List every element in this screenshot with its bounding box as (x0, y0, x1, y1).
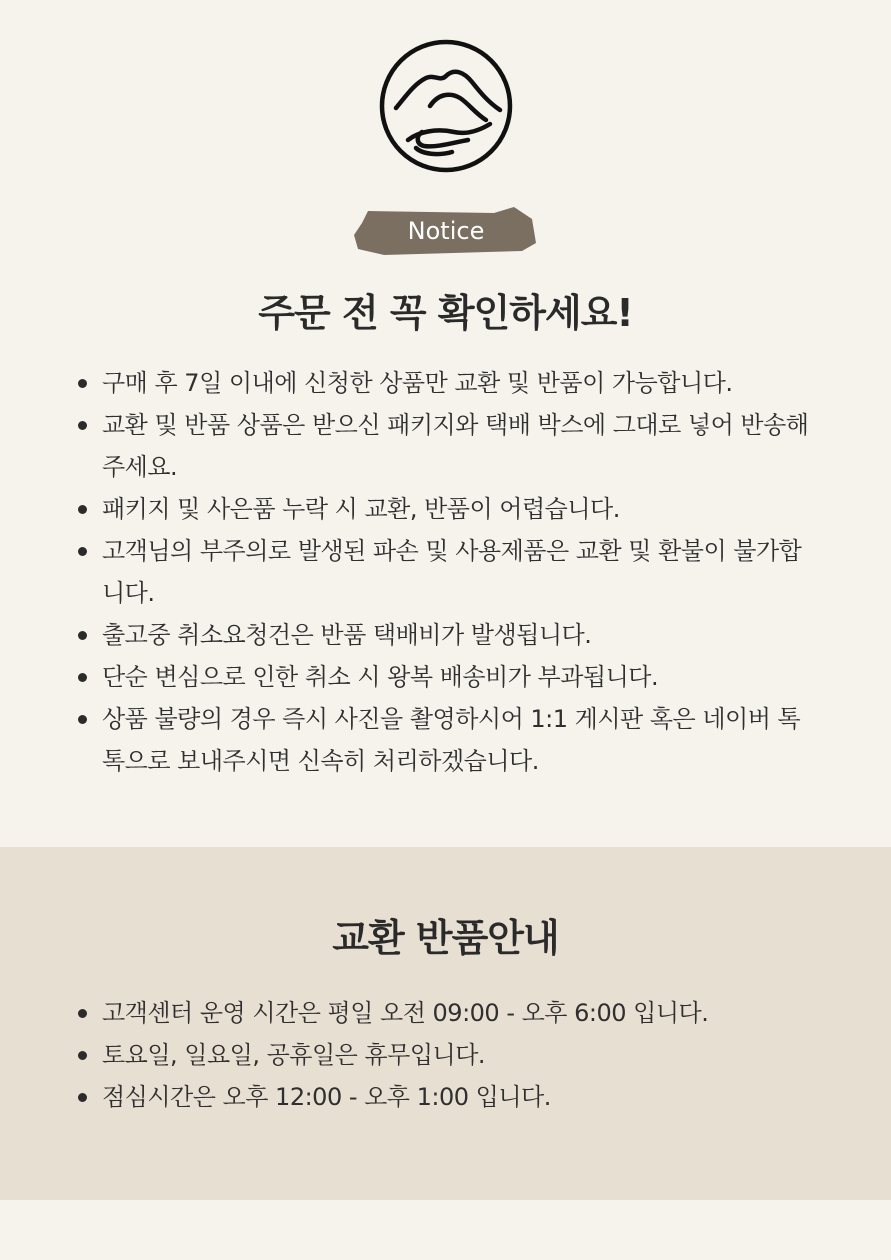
section2-title: 교환 반품안내 (332, 916, 559, 960)
list-item (76, 362, 816, 404)
list-item (76, 698, 816, 782)
notice-label: Notice (407, 217, 485, 245)
bullet-icon (78, 421, 87, 430)
list-item-text: 구매 후 7일 이내에 신청한 상품만 교환 및 반품이 가능합니다. (102, 369, 733, 397)
list-item (76, 404, 816, 488)
bullet-icon (78, 715, 87, 724)
bullet-icon (78, 673, 87, 682)
list-item-text: 토요일, 일요일, 공휴일은 휴무입니다. (102, 1041, 486, 1069)
list-item-text: 단순 변심으로 인한 취소 시 왕복 배송비가 부과됩니다. (102, 663, 659, 691)
list-item-text: 점심시간은 오후 12:00 - 오후 1:00 입니다. (102, 1083, 551, 1111)
section1-list (76, 362, 816, 782)
list-item-text: 패키지 및 사은품 누락 시 교환, 반품이 어렵습니다. (102, 495, 620, 523)
bullet-icon (78, 547, 87, 556)
bullet-icon (78, 505, 87, 514)
list-item-text: 교환 및 반품 상품은 받으신 패키지와 택배 박스에 그대로 넣어 반송해주세요. (102, 411, 809, 481)
list-item-text: 상품 불량의 경우 즉시 사진을 촬영하시어 1:1 게시판 혹은 네이버 톡톡으로 보내주시면 신속히 처리하겠습니다. (102, 705, 801, 775)
list-item (76, 530, 816, 614)
list-item (76, 614, 816, 656)
section1-title: 주문 전 꼭 확인하세요! (258, 291, 633, 335)
list-item (76, 1076, 816, 1118)
list-item-text: 출고중 취소요청건은 반품 택배비가 발생됩니다. (102, 621, 592, 649)
bullet-icon (78, 379, 87, 388)
list-item (76, 992, 816, 1034)
notice-badge (354, 205, 538, 257)
bullet-icon (78, 631, 87, 640)
list-item (76, 1034, 816, 1076)
list-item-text: 고객센터 운영 시간은 평일 오전 09:00 - 오후 6:00 입니다. (102, 999, 709, 1027)
section2-list (76, 992, 816, 1118)
list-item (76, 488, 816, 530)
bullet-icon (78, 1093, 87, 1102)
bullet-icon (78, 1009, 87, 1018)
brand-logo-icon (376, 36, 516, 176)
list-item (76, 656, 816, 698)
bullet-icon (78, 1051, 87, 1060)
list-item-text: 고객님의 부주의로 발생된 파손 및 사용제품은 교환 및 환불이 불가합니다. (102, 537, 802, 607)
